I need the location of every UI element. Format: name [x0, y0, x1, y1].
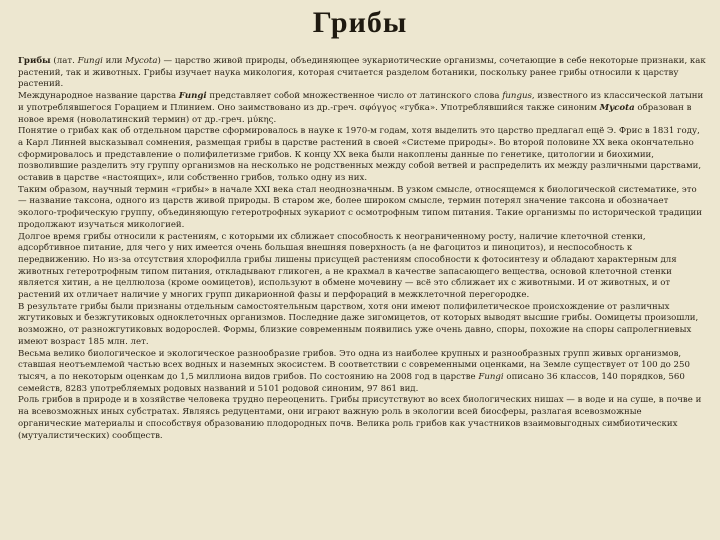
latin-term: Fungi: [478, 371, 504, 382]
latin-term: Fungi: [178, 91, 207, 102]
latin-term: Mycota: [125, 56, 158, 66]
paragraph-classification: Долгое время грибы относили к растениям, с которыми их сближает способность к неограниченному росту, наличие клеточной стенки, адсорбтивное питание, для чего у них имеется очень большая внешняя поверхность (а не фагоцитоз и пиноцитоз), и неспособность к передвижению. Но из-за отсутствия хлорофилла грибы лишены присущей растениям способности к фотосинтезу и обладают характерным для животных гетеротрофным типом питания, откладывают гликоген, а не крахмал в качестве запасающего вещества, основой клеточной стенки является хитин, а не целлюлоза (кроме оомицетов), используют в обмене мочевину — всё это сближает их с животными. И от животных, и от растений их отличает наличие у многих групп дикарионной фазы и перфораций в межклеточной перегородке.: [18, 231, 677, 301]
paragraph-origin: В результате грибы были признаны отдельным самостоятельным царством, хотя они имеют полифилетическое происхождение от различных жгутиковых и безжгутиковых одноклеточных организмов. Последние даже зигомицетов, от которых выводят высшие грибы. Оомицеты произошли, возможно, от разножгутиковых водорослей. Формы, близкие современным появились уже очень давно, споры, похожие на споры сапролегниевых имеют возраст 185 млн. лет.: [18, 301, 699, 347]
latin-term: fungus: [502, 91, 532, 102]
paragraph-history: Понятие о грибах как об отдельном царстве сформировалось в науке к 1970-м годам, хотя выделить это царство предлагал ещё Э. Фрис в 1831 году, а Карл Линней высказывал сомнения, размещая грибы в царстве растений в своей «Системе природы». Во второй половине XX века окончательно сформировалось и представление о полифилетизме грибов. К концу XX века были накоплены данные по генетике, цитологии и биохимии, позволившие разделить эту группу организмов на несколько не родственных между собой ветвей и распределить их между различными царствами, оставив в царстве «настоящих», или собственно грибов, только одну из них.: [18, 126, 702, 184]
article-body: [18, 56, 706, 536]
page-title: Грибы: [312, 6, 408, 39]
paragraph-definition: Грибы (лат. Fungi или Mycota) — царство живой природы, объединяющее эукариотические организмы, сочетающие в себе некоторые признаки, как растений, так и животных. Грибы изучает наука микология, которая считается разделом ботаники, поскольку ранее грибы относили к царству растений.: [18, 56, 706, 90]
term-bold: Грибы: [18, 56, 51, 66]
latin-term: Mycota: [599, 102, 635, 113]
paragraph-terminology: Таким образом, научный термин «грибы» в начале XXI века стал неоднозначным. В узком смысле, относящемся к биологической систематике, это — название таксона, одного из царств живой природы. В старом же, более широком смысле, термин потерял значение таксона и обозначает эколого-трофическую группу, объединяющую гетеротрофных эукариот с осмотрофным типом питания. Такие организмы по исторической традиции продолжают изучаться микологией.: [18, 184, 702, 230]
paragraph-etymology: Международное название царства Fungi представляет собой множественное число от латинского слова fungus, известного из классической латыни и употреблявшегося Горацием и Плинием. Оно заимствовано из др.-греч. σφόγγος «губка». Употреблявшийся также синоним Mycota образован в новое время (новолатинский термин) от др.-греч. μύκης.: [18, 91, 704, 125]
paragraph-ecology: Роль грибов в природе и в хозяйстве человека трудно переоценить. Грибы присутствуют во всех биологических нишах — в воде и на суше, в почве и на всевозможных иных субстратах. Являясь редуцентами, они играют важную роль в экологии всей биосферы, разлагая всевозможные органические материалы и способствуя образованию плодородных почв. Велика роль грибов как участников взаимовыгодных симбиотических (мутуалистических) сообществ.: [18, 395, 702, 441]
latin-term: Fungi: [77, 56, 103, 66]
paragraph-diversity: Весьма велико биологическое и экологическое разнообразие грибов. Это одна из наиболее крупных и разнообразных групп живых организмов, ставшая неотъемлемой частью всех водных и наземных экосистем. В соответствии с современными оценками, на Земле существует от 100 до 250 тысяч, а по некоторым оценкам до 1,5 миллиона видов грибов. По состоянию на 2008 год в царстве Fungi описано 36 классов, 140 порядков, 560 семейств, 8283 употребляемых родовых названий и 5101 родовой синоним, 97 861 вид.: [18, 348, 690, 394]
